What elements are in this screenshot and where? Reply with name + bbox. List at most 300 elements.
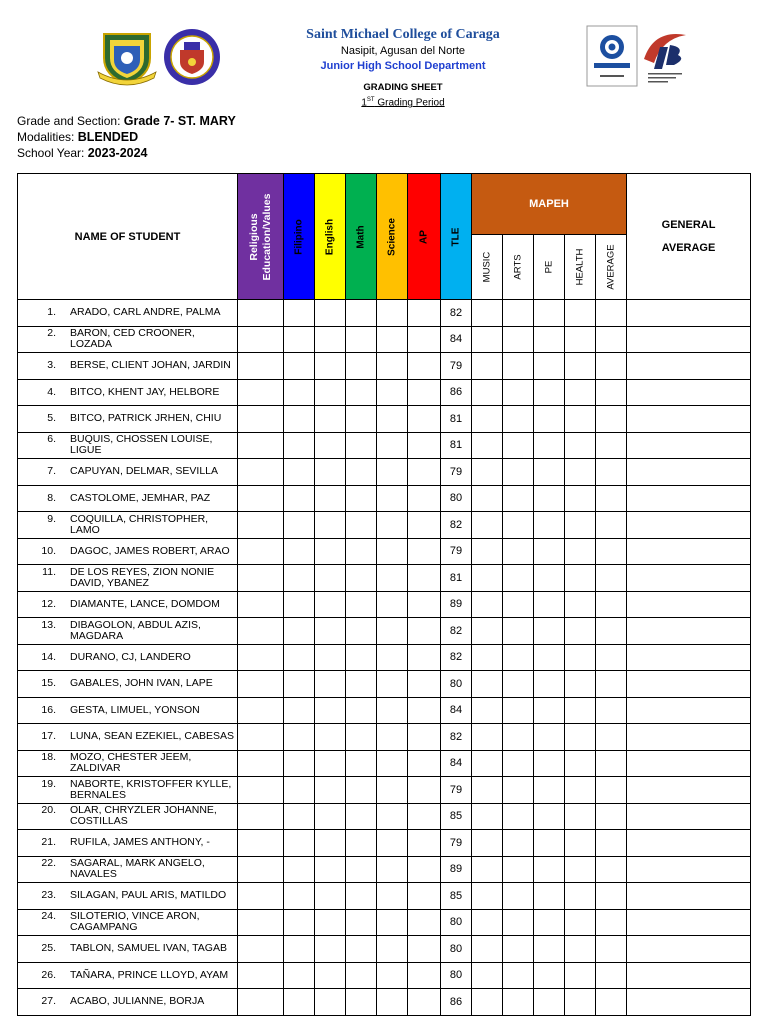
grade-cell-math[interactable]	[346, 750, 377, 777]
grade-cell-ap[interactable]	[408, 538, 441, 565]
grade-cell-filipino[interactable]	[284, 459, 315, 486]
grade-cell-general-average[interactable]	[627, 300, 751, 327]
grade-cell-general-average[interactable]	[627, 353, 751, 380]
grade-cell-pe[interactable]	[534, 909, 565, 936]
grade-cell-english[interactable]	[315, 644, 346, 671]
grade-cell-religious[interactable]	[238, 565, 284, 592]
grade-cell-music[interactable]	[472, 644, 503, 671]
grade-cell-arts[interactable]	[503, 644, 534, 671]
grade-cell-general-average[interactable]	[627, 750, 751, 777]
grade-cell-filipino[interactable]	[284, 353, 315, 380]
grade-cell-tle[interactable]: 82	[441, 724, 472, 751]
grade-cell-english[interactable]	[315, 591, 346, 618]
grade-cell-arts[interactable]	[503, 830, 534, 857]
grade-cell-tle[interactable]: 85	[441, 803, 472, 830]
grade-cell-arts[interactable]	[503, 989, 534, 1016]
grade-cell-religious[interactable]	[238, 803, 284, 830]
grade-cell-tle[interactable]: 86	[441, 989, 472, 1016]
grade-cell-average[interactable]	[596, 591, 627, 618]
grade-cell-tle[interactable]: 82	[441, 644, 472, 671]
grade-cell-filipino[interactable]	[284, 432, 315, 459]
grade-cell-health[interactable]	[565, 697, 596, 724]
grade-cell-math[interactable]	[346, 697, 377, 724]
grade-cell-math[interactable]	[346, 909, 377, 936]
grade-cell-arts[interactable]	[503, 909, 534, 936]
grade-cell-general-average[interactable]	[627, 962, 751, 989]
grade-cell-general-average[interactable]	[627, 671, 751, 698]
grade-cell-average[interactable]	[596, 326, 627, 353]
grade-cell-ap[interactable]	[408, 353, 441, 380]
grade-cell-music[interactable]	[472, 777, 503, 804]
grade-cell-pe[interactable]	[534, 644, 565, 671]
grade-cell-religious[interactable]	[238, 883, 284, 910]
grade-cell-science[interactable]	[377, 565, 408, 592]
grade-cell-arts[interactable]	[503, 485, 534, 512]
grade-cell-health[interactable]	[565, 936, 596, 963]
grade-cell-filipino[interactable]	[284, 379, 315, 406]
grade-cell-pe[interactable]	[534, 856, 565, 883]
grade-cell-religious[interactable]	[238, 538, 284, 565]
grade-cell-general-average[interactable]	[627, 485, 751, 512]
grade-cell-average[interactable]	[596, 379, 627, 406]
grade-cell-ap[interactable]	[408, 883, 441, 910]
grade-cell-math[interactable]	[346, 300, 377, 327]
grade-cell-tle[interactable]: 79	[441, 830, 472, 857]
grade-cell-religious[interactable]	[238, 856, 284, 883]
grade-cell-pe[interactable]	[534, 512, 565, 539]
grade-cell-pe[interactable]	[534, 379, 565, 406]
grade-cell-music[interactable]	[472, 671, 503, 698]
grade-cell-english[interactable]	[315, 962, 346, 989]
grade-cell-filipino[interactable]	[284, 618, 315, 645]
grade-cell-math[interactable]	[346, 353, 377, 380]
grade-cell-english[interactable]	[315, 406, 346, 433]
grade-cell-religious[interactable]	[238, 379, 284, 406]
grade-cell-filipino[interactable]	[284, 750, 315, 777]
grade-cell-general-average[interactable]	[627, 618, 751, 645]
grade-cell-science[interactable]	[377, 989, 408, 1016]
grade-cell-music[interactable]	[472, 538, 503, 565]
grade-cell-english[interactable]	[315, 353, 346, 380]
grade-cell-math[interactable]	[346, 512, 377, 539]
grade-cell-english[interactable]	[315, 724, 346, 751]
grade-cell-music[interactable]	[472, 962, 503, 989]
grade-cell-filipino[interactable]	[284, 777, 315, 804]
grade-cell-math[interactable]	[346, 379, 377, 406]
grade-cell-ap[interactable]	[408, 379, 441, 406]
grade-cell-english[interactable]	[315, 909, 346, 936]
grade-cell-religious[interactable]	[238, 724, 284, 751]
grade-cell-religious[interactable]	[238, 936, 284, 963]
grade-cell-health[interactable]	[565, 618, 596, 645]
grade-cell-math[interactable]	[346, 565, 377, 592]
grade-cell-arts[interactable]	[503, 962, 534, 989]
grade-cell-health[interactable]	[565, 750, 596, 777]
grade-cell-arts[interactable]	[503, 936, 534, 963]
grade-cell-religious[interactable]	[238, 750, 284, 777]
grade-cell-music[interactable]	[472, 856, 503, 883]
grade-cell-ap[interactable]	[408, 326, 441, 353]
grade-cell-filipino[interactable]	[284, 671, 315, 698]
grade-cell-general-average[interactable]	[627, 883, 751, 910]
grade-cell-ap[interactable]	[408, 909, 441, 936]
grade-cell-arts[interactable]	[503, 591, 534, 618]
grade-cell-science[interactable]	[377, 830, 408, 857]
grade-cell-filipino[interactable]	[284, 697, 315, 724]
grade-cell-music[interactable]	[472, 300, 503, 327]
grade-cell-average[interactable]	[596, 750, 627, 777]
grade-cell-english[interactable]	[315, 936, 346, 963]
grade-cell-music[interactable]	[472, 618, 503, 645]
grade-cell-math[interactable]	[346, 618, 377, 645]
grade-cell-arts[interactable]	[503, 565, 534, 592]
grade-cell-general-average[interactable]	[627, 989, 751, 1016]
grade-cell-math[interactable]	[346, 326, 377, 353]
grade-cell-ap[interactable]	[408, 856, 441, 883]
grade-cell-general-average[interactable]	[627, 406, 751, 433]
grade-cell-ap[interactable]	[408, 300, 441, 327]
grade-cell-pe[interactable]	[534, 432, 565, 459]
grade-cell-ap[interactable]	[408, 830, 441, 857]
grade-cell-pe[interactable]	[534, 962, 565, 989]
grade-cell-ap[interactable]	[408, 406, 441, 433]
grade-cell-math[interactable]	[346, 962, 377, 989]
grade-cell-health[interactable]	[565, 565, 596, 592]
grade-cell-health[interactable]	[565, 962, 596, 989]
grade-cell-math[interactable]	[346, 644, 377, 671]
grade-cell-ap[interactable]	[408, 962, 441, 989]
grade-cell-math[interactable]	[346, 406, 377, 433]
grade-cell-tle[interactable]: 85	[441, 883, 472, 910]
grade-cell-filipino[interactable]	[284, 406, 315, 433]
grade-cell-science[interactable]	[377, 671, 408, 698]
grade-cell-english[interactable]	[315, 883, 346, 910]
grade-cell-music[interactable]	[472, 883, 503, 910]
grade-cell-religious[interactable]	[238, 485, 284, 512]
grade-cell-tle[interactable]: 79	[441, 777, 472, 804]
grade-cell-religious[interactable]	[238, 671, 284, 698]
grade-cell-science[interactable]	[377, 803, 408, 830]
grade-cell-pe[interactable]	[534, 830, 565, 857]
grade-cell-ap[interactable]	[408, 803, 441, 830]
grade-cell-health[interactable]	[565, 326, 596, 353]
grade-cell-religious[interactable]	[238, 432, 284, 459]
grade-cell-music[interactable]	[472, 326, 503, 353]
grade-cell-general-average[interactable]	[627, 644, 751, 671]
grade-cell-religious[interactable]	[238, 618, 284, 645]
grade-cell-filipino[interactable]	[284, 300, 315, 327]
grade-cell-music[interactable]	[472, 379, 503, 406]
grade-cell-ap[interactable]	[408, 936, 441, 963]
grade-cell-music[interactable]	[472, 406, 503, 433]
grade-cell-pe[interactable]	[534, 618, 565, 645]
grade-cell-filipino[interactable]	[284, 962, 315, 989]
grade-cell-religious[interactable]	[238, 591, 284, 618]
grade-cell-science[interactable]	[377, 353, 408, 380]
grade-cell-average[interactable]	[596, 644, 627, 671]
grade-cell-english[interactable]	[315, 432, 346, 459]
grade-cell-pe[interactable]	[534, 671, 565, 698]
grade-cell-pe[interactable]	[534, 989, 565, 1016]
grade-cell-science[interactable]	[377, 883, 408, 910]
grade-cell-music[interactable]	[472, 803, 503, 830]
grade-cell-religious[interactable]	[238, 406, 284, 433]
grade-cell-average[interactable]	[596, 300, 627, 327]
grade-cell-pe[interactable]	[534, 565, 565, 592]
grade-cell-tle[interactable]: 79	[441, 459, 472, 486]
grade-cell-health[interactable]	[565, 777, 596, 804]
grade-cell-health[interactable]	[565, 379, 596, 406]
grade-cell-math[interactable]	[346, 777, 377, 804]
grade-cell-pe[interactable]	[534, 883, 565, 910]
grade-cell-english[interactable]	[315, 803, 346, 830]
grade-cell-english[interactable]	[315, 565, 346, 592]
grade-cell-average[interactable]	[596, 618, 627, 645]
grade-cell-religious[interactable]	[238, 697, 284, 724]
grade-cell-general-average[interactable]	[627, 432, 751, 459]
grade-cell-science[interactable]	[377, 459, 408, 486]
grade-cell-health[interactable]	[565, 300, 596, 327]
grade-cell-science[interactable]	[377, 512, 408, 539]
grade-cell-ap[interactable]	[408, 671, 441, 698]
grade-cell-arts[interactable]	[503, 432, 534, 459]
grade-cell-religious[interactable]	[238, 353, 284, 380]
grade-cell-science[interactable]	[377, 644, 408, 671]
grade-cell-science[interactable]	[377, 777, 408, 804]
grade-cell-music[interactable]	[472, 750, 503, 777]
grade-cell-math[interactable]	[346, 856, 377, 883]
grade-cell-tle[interactable]: 89	[441, 591, 472, 618]
grade-cell-filipino[interactable]	[284, 909, 315, 936]
grade-cell-tle[interactable]: 89	[441, 856, 472, 883]
grade-cell-average[interactable]	[596, 883, 627, 910]
grade-cell-health[interactable]	[565, 989, 596, 1016]
grade-cell-ap[interactable]	[408, 565, 441, 592]
grade-cell-ap[interactable]	[408, 432, 441, 459]
grade-cell-english[interactable]	[315, 326, 346, 353]
grade-cell-arts[interactable]	[503, 538, 534, 565]
grade-cell-arts[interactable]	[503, 724, 534, 751]
grade-cell-math[interactable]	[346, 989, 377, 1016]
grade-cell-pe[interactable]	[534, 936, 565, 963]
grade-cell-english[interactable]	[315, 697, 346, 724]
grade-cell-religious[interactable]	[238, 644, 284, 671]
grade-cell-health[interactable]	[565, 591, 596, 618]
grade-cell-pe[interactable]	[534, 591, 565, 618]
grade-cell-health[interactable]	[565, 724, 596, 751]
grade-cell-health[interactable]	[565, 830, 596, 857]
grade-cell-science[interactable]	[377, 379, 408, 406]
grade-cell-english[interactable]	[315, 671, 346, 698]
grade-cell-filipino[interactable]	[284, 856, 315, 883]
grade-cell-health[interactable]	[565, 671, 596, 698]
grade-cell-religious[interactable]	[238, 989, 284, 1016]
grade-cell-general-average[interactable]	[627, 512, 751, 539]
grade-cell-arts[interactable]	[503, 883, 534, 910]
grade-cell-music[interactable]	[472, 565, 503, 592]
grade-cell-english[interactable]	[315, 750, 346, 777]
grade-cell-music[interactable]	[472, 591, 503, 618]
grade-cell-health[interactable]	[565, 485, 596, 512]
grade-cell-science[interactable]	[377, 697, 408, 724]
grade-cell-general-average[interactable]	[627, 936, 751, 963]
grade-cell-ap[interactable]	[408, 989, 441, 1016]
grade-cell-science[interactable]	[377, 432, 408, 459]
grade-cell-general-average[interactable]	[627, 459, 751, 486]
grade-cell-music[interactable]	[472, 724, 503, 751]
grade-cell-science[interactable]	[377, 724, 408, 751]
grade-cell-music[interactable]	[472, 909, 503, 936]
grade-cell-average[interactable]	[596, 565, 627, 592]
grade-cell-music[interactable]	[472, 459, 503, 486]
grade-cell-science[interactable]	[377, 856, 408, 883]
grade-cell-pe[interactable]	[534, 326, 565, 353]
grade-cell-math[interactable]	[346, 883, 377, 910]
grade-cell-pe[interactable]	[534, 803, 565, 830]
grade-cell-tle[interactable]: 84	[441, 750, 472, 777]
grade-cell-math[interactable]	[346, 485, 377, 512]
grade-cell-tle[interactable]: 80	[441, 962, 472, 989]
grade-cell-average[interactable]	[596, 830, 627, 857]
grade-cell-english[interactable]	[315, 777, 346, 804]
grade-cell-religious[interactable]	[238, 459, 284, 486]
grade-cell-average[interactable]	[596, 459, 627, 486]
grade-cell-arts[interactable]	[503, 618, 534, 645]
grade-cell-music[interactable]	[472, 830, 503, 857]
grade-cell-health[interactable]	[565, 803, 596, 830]
grade-cell-tle[interactable]: 82	[441, 618, 472, 645]
grade-cell-arts[interactable]	[503, 856, 534, 883]
grade-cell-average[interactable]	[596, 406, 627, 433]
grade-cell-arts[interactable]	[503, 406, 534, 433]
grade-cell-tle[interactable]: 80	[441, 671, 472, 698]
grade-cell-health[interactable]	[565, 856, 596, 883]
grade-cell-average[interactable]	[596, 353, 627, 380]
grade-cell-filipino[interactable]	[284, 803, 315, 830]
grade-cell-health[interactable]	[565, 883, 596, 910]
grade-cell-religious[interactable]	[238, 512, 284, 539]
grade-cell-religious[interactable]	[238, 830, 284, 857]
grade-cell-average[interactable]	[596, 671, 627, 698]
grade-cell-math[interactable]	[346, 803, 377, 830]
grade-cell-math[interactable]	[346, 459, 377, 486]
grade-cell-filipino[interactable]	[284, 591, 315, 618]
grade-cell-general-average[interactable]	[627, 803, 751, 830]
grade-cell-arts[interactable]	[503, 379, 534, 406]
grade-cell-filipino[interactable]	[284, 883, 315, 910]
grade-cell-ap[interactable]	[408, 485, 441, 512]
grade-cell-pe[interactable]	[534, 538, 565, 565]
grade-cell-science[interactable]	[377, 406, 408, 433]
grade-cell-pe[interactable]	[534, 724, 565, 751]
grade-cell-filipino[interactable]	[284, 538, 315, 565]
grade-cell-science[interactable]	[377, 750, 408, 777]
grade-cell-general-average[interactable]	[627, 565, 751, 592]
grade-cell-pe[interactable]	[534, 353, 565, 380]
grade-cell-health[interactable]	[565, 459, 596, 486]
grade-cell-english[interactable]	[315, 618, 346, 645]
grade-cell-pe[interactable]	[534, 750, 565, 777]
grade-cell-music[interactable]	[472, 989, 503, 1016]
grade-cell-filipino[interactable]	[284, 565, 315, 592]
grade-cell-average[interactable]	[596, 485, 627, 512]
grade-cell-general-average[interactable]	[627, 326, 751, 353]
grade-cell-math[interactable]	[346, 538, 377, 565]
grade-cell-music[interactable]	[472, 512, 503, 539]
grade-cell-arts[interactable]	[503, 697, 534, 724]
grade-cell-filipino[interactable]	[284, 326, 315, 353]
grade-cell-average[interactable]	[596, 697, 627, 724]
grade-cell-music[interactable]	[472, 485, 503, 512]
grade-cell-math[interactable]	[346, 936, 377, 963]
grade-cell-tle[interactable]: 79	[441, 538, 472, 565]
grade-cell-ap[interactable]	[408, 777, 441, 804]
grade-cell-health[interactable]	[565, 909, 596, 936]
grade-cell-filipino[interactable]	[284, 485, 315, 512]
grade-cell-average[interactable]	[596, 936, 627, 963]
grade-cell-filipino[interactable]	[284, 644, 315, 671]
grade-cell-english[interactable]	[315, 485, 346, 512]
grade-cell-average[interactable]	[596, 856, 627, 883]
grade-cell-religious[interactable]	[238, 909, 284, 936]
grade-cell-average[interactable]	[596, 962, 627, 989]
grade-cell-tle[interactable]: 84	[441, 326, 472, 353]
grade-cell-filipino[interactable]	[284, 512, 315, 539]
grade-cell-science[interactable]	[377, 591, 408, 618]
grade-cell-tle[interactable]: 82	[441, 512, 472, 539]
grade-cell-tle[interactable]: 79	[441, 353, 472, 380]
grade-cell-general-average[interactable]	[627, 777, 751, 804]
grade-cell-science[interactable]	[377, 962, 408, 989]
grade-cell-arts[interactable]	[503, 750, 534, 777]
grade-cell-tle[interactable]: 86	[441, 379, 472, 406]
grade-cell-health[interactable]	[565, 512, 596, 539]
grade-cell-general-average[interactable]	[627, 379, 751, 406]
grade-cell-music[interactable]	[472, 936, 503, 963]
grade-cell-english[interactable]	[315, 300, 346, 327]
grade-cell-pe[interactable]	[534, 697, 565, 724]
grade-cell-pe[interactable]	[534, 406, 565, 433]
grade-cell-arts[interactable]	[503, 326, 534, 353]
grade-cell-english[interactable]	[315, 989, 346, 1016]
grade-cell-average[interactable]	[596, 909, 627, 936]
grade-cell-tle[interactable]: 84	[441, 697, 472, 724]
grade-cell-english[interactable]	[315, 459, 346, 486]
grade-cell-science[interactable]	[377, 300, 408, 327]
grade-cell-health[interactable]	[565, 353, 596, 380]
grade-cell-health[interactable]	[565, 644, 596, 671]
grade-cell-ap[interactable]	[408, 724, 441, 751]
grade-cell-arts[interactable]	[503, 803, 534, 830]
grade-cell-health[interactable]	[565, 432, 596, 459]
grade-cell-average[interactable]	[596, 538, 627, 565]
grade-cell-average[interactable]	[596, 724, 627, 751]
grade-cell-math[interactable]	[346, 724, 377, 751]
grade-cell-english[interactable]	[315, 538, 346, 565]
grade-cell-science[interactable]	[377, 618, 408, 645]
grade-cell-tle[interactable]: 80	[441, 909, 472, 936]
grade-cell-filipino[interactable]	[284, 830, 315, 857]
grade-cell-arts[interactable]	[503, 777, 534, 804]
grade-cell-pe[interactable]	[534, 300, 565, 327]
grade-cell-arts[interactable]	[503, 512, 534, 539]
grade-cell-english[interactable]	[315, 830, 346, 857]
grade-cell-science[interactable]	[377, 909, 408, 936]
grade-cell-health[interactable]	[565, 406, 596, 433]
grade-cell-ap[interactable]	[408, 644, 441, 671]
grade-cell-science[interactable]	[377, 936, 408, 963]
grade-cell-ap[interactable]	[408, 750, 441, 777]
